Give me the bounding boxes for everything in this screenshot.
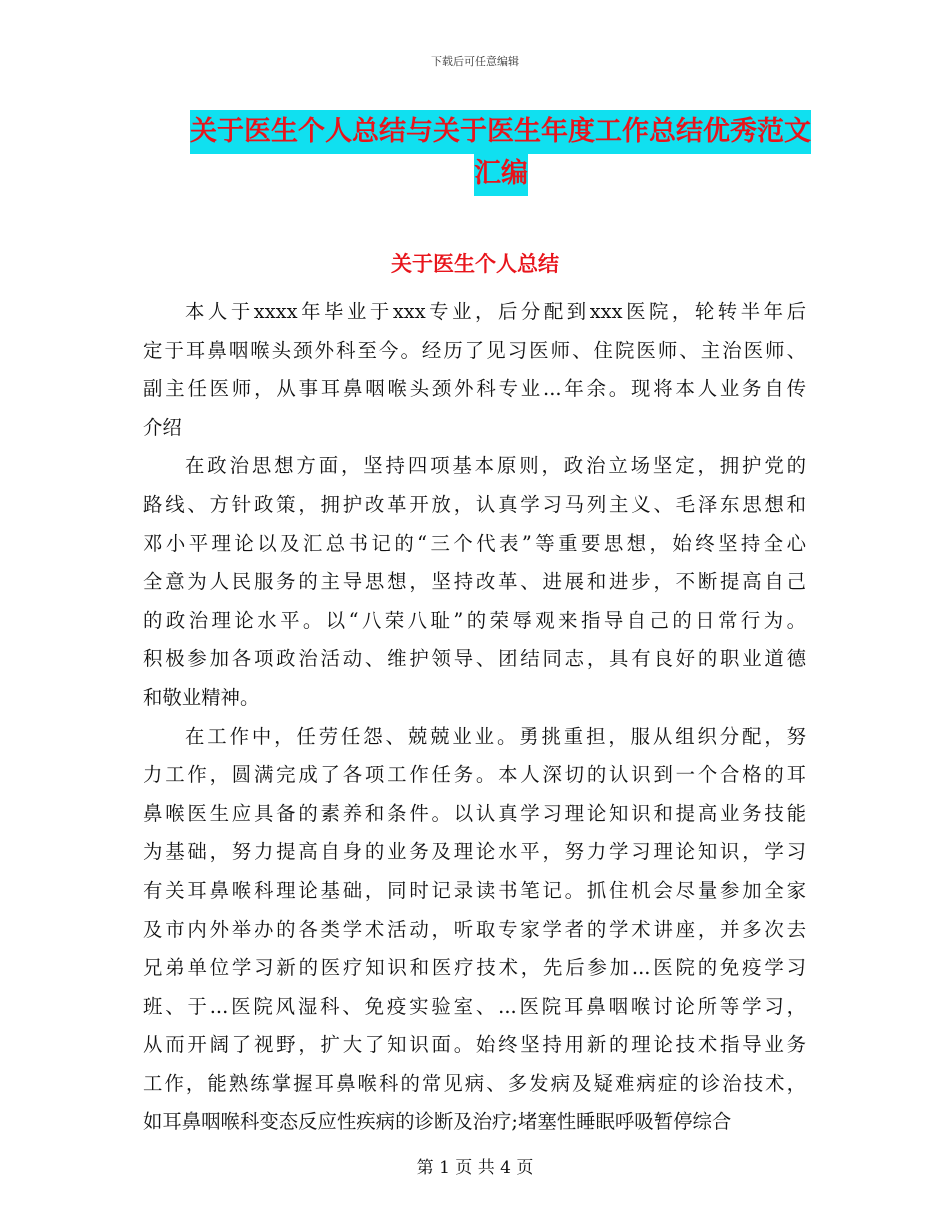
paragraph-line: 本人于xxxx年毕业于xxx专业，后分配到xxx医院，轮转半年后	[185, 300, 806, 323]
paragraph-line: 的政治理论水平。以“八荣八耻”的荣辱观来指导自己的日常行为。	[143, 608, 806, 632]
paragraph-line: 力工作，圆满完成了各项工作任务。本人深切的认识到一个合格的耳	[143, 763, 806, 787]
paragraph-line: 从而开阔了视野，扩大了知识面。始终坚持用新的理论技术指导业务	[143, 1033, 806, 1057]
body-paragraph	[143, 718, 806, 1143]
paragraph-line: 如耳鼻咽喉科变态反应性疾病的诊断及治疗;堵塞性睡眠呼吸暂停综合	[143, 1110, 732, 1134]
title-line-2: 汇编	[474, 152, 528, 196]
page-footer: 第 1 页 共 4 页	[416, 1158, 534, 1178]
paragraph-line: 工作，能熟练掌握耳鼻喉科的常见病、多发病及疑难病症的诊治技术，	[143, 1071, 806, 1095]
paragraph-line: 兄弟单位学习新的医疗知识和医疗技术，先后参加...医院的免疫学习	[143, 956, 806, 980]
paragraph-line: 为基础，努力提高自身的业务及理论水平，努力学习理论知识，学习	[143, 840, 806, 864]
paragraph-line: 鼻喉医生应具备的素养和条件。以认真学习理论知识和提高业务技能	[143, 801, 806, 825]
paragraph-line: 在政治思想方面，坚持四项基本原则，政治立场坚定，拥护党的	[185, 454, 806, 478]
paragraph-line: 定于耳鼻咽喉头颈外科至今。经历了见习医师、住院医师、主治医师、	[143, 338, 806, 362]
header-note: 下载后可任意编辑	[431, 55, 519, 68]
paragraph-line: 积极参加各项政治活动、维护领导、团结同志，具有良好的职业道德	[143, 647, 806, 671]
paragraph-line: 在工作中，任劳任怨、兢兢业业。勇挑重担，服从组织分配，努	[185, 724, 806, 748]
paragraph-line: 全意为人民服务的主导思想，坚持改革、进展和进步，不断提高自己	[143, 570, 806, 594]
paragraph-line: 副主任医师，从事耳鼻咽喉头颈外科专业...年余。现将本人业务自传	[143, 377, 806, 401]
paragraph-line: 班、于...医院风湿科、免疫实验室、...医院耳鼻咽喉讨论所等学习，	[143, 994, 806, 1018]
document-body	[143, 293, 806, 1142]
title-line-1: 关于医生个人总结与关于医生年度工作总结优秀范文	[190, 110, 811, 154]
paragraph-line: 有关耳鼻喉科理论基础，同时记录读书笔记。抓住机会尽量参加全家	[143, 878, 806, 902]
section-title: 关于医生个人总结	[391, 252, 559, 276]
paragraph-line: 邓小平理论以及汇总书记的“三个代表”等重要思想，始终坚持全心	[143, 531, 806, 555]
body-paragraph	[143, 293, 806, 447]
paragraph-line: 和敬业精神。	[143, 685, 260, 709]
paragraph-line: 及市内外举办的各类学术活动，听取专家学者的学术讲座，并多次去	[143, 917, 806, 941]
body-paragraph	[143, 447, 806, 717]
paragraph-line: 介绍	[143, 415, 182, 439]
paragraph-line: 路线、方针政策，拥护改革开放，认真学习马列主义、毛泽东思想和	[143, 492, 806, 516]
